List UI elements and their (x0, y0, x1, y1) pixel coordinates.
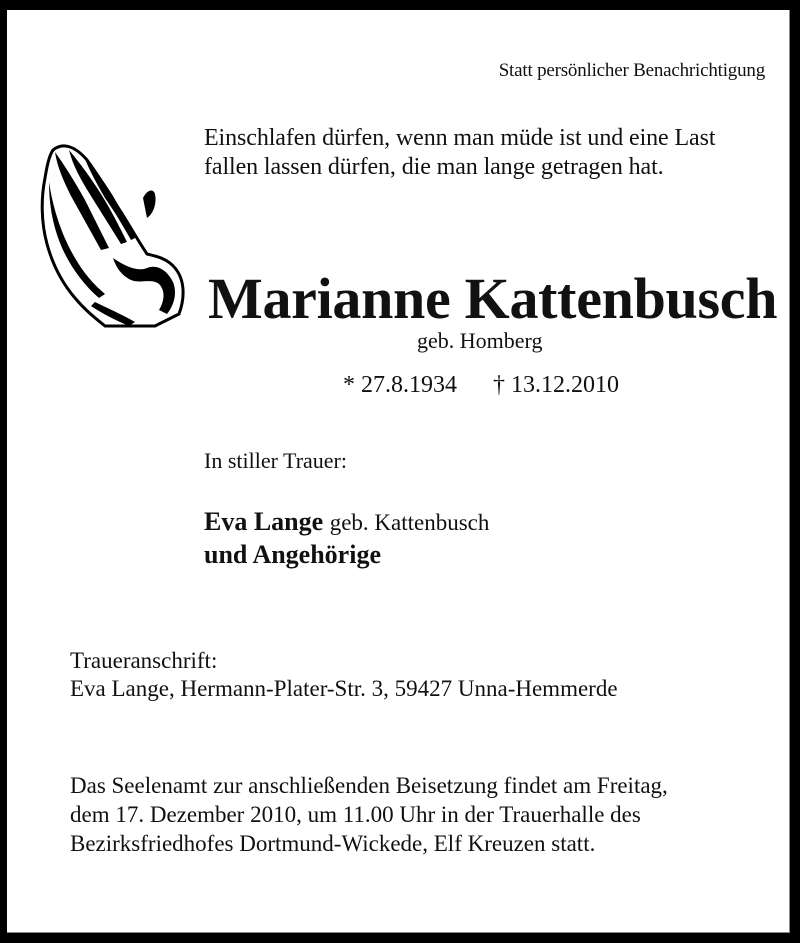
mourning-label: In stiller Trauer: (204, 448, 347, 473)
relatives: und Angehörige (204, 540, 381, 569)
praying-hands-icon (35, 138, 187, 328)
header-note: Statt persönlicher Benachrichtigung (498, 60, 765, 81)
quote-line: fallen lassen dürfen, die man lange getragen hat. (204, 154, 664, 180)
mourner (204, 507, 489, 538)
deceased-name: Marianne Kattenbusch (208, 266, 778, 331)
obituary-notice (7, 10, 790, 933)
service-line: Das Seelenamt zur anschließenden Beisetzung findet am Freitag, (70, 773, 668, 798)
service-info (70, 771, 668, 858)
mourner-name: Eva Lange (204, 507, 324, 536)
birth-date: * 27.8.1934 (343, 372, 457, 398)
address-line: Eva Lange, Hermann-Plater-Str. 3, 59427 Unna-Hemmerde (70, 676, 618, 701)
service-line: Bezirksfriedhofes Dortmund-Wickede, Elf Kreuzen statt. (70, 831, 596, 856)
address-label: Traueranschrift: (70, 648, 218, 673)
quote (204, 124, 715, 182)
deceased-maiden-name: geb. Homberg (417, 328, 543, 353)
mourner-maiden-name: geb. Kattenbusch (329, 510, 490, 535)
death-date: † 13.12.2010 (493, 372, 619, 398)
life-dates (343, 372, 619, 399)
quote-line: Einschlafen dürfen, wenn man müde ist und eine Last (204, 125, 716, 151)
service-line: dem 17. Dezember 2010, um 11.00 Uhr in der Trauerhalle des (70, 802, 641, 827)
